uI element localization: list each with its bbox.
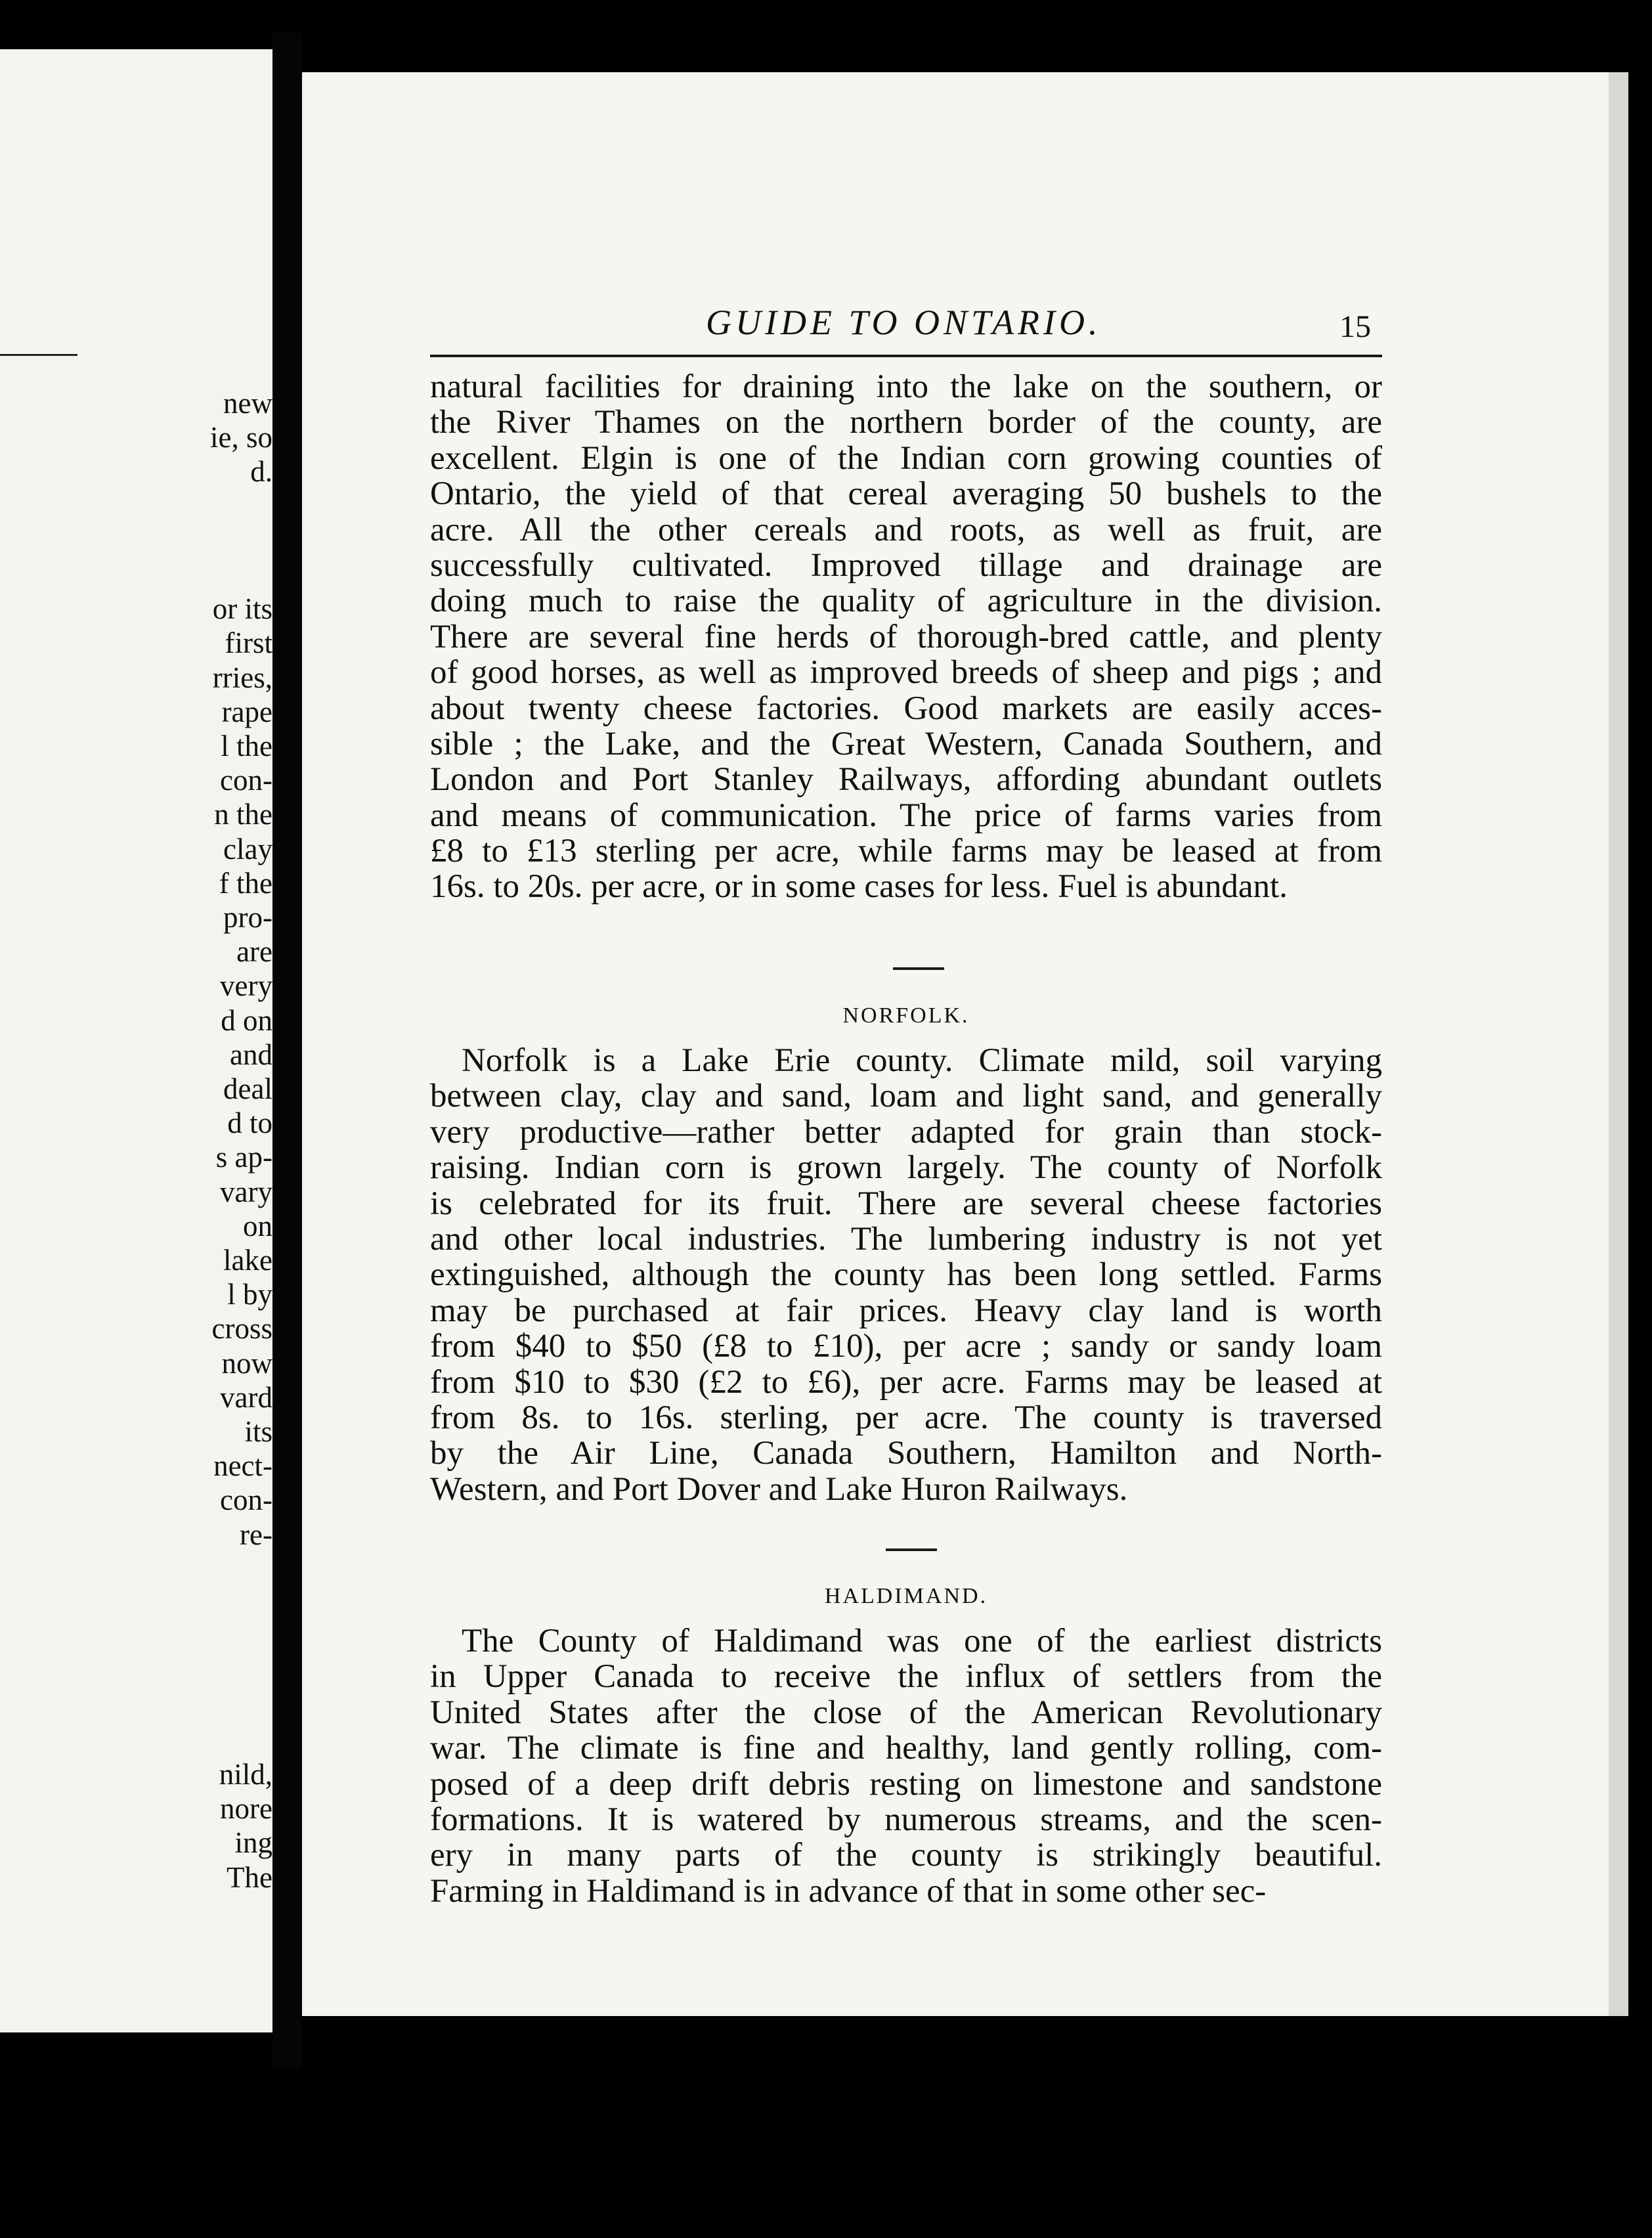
text-line: from $40 to $50 (£8 to £10), per acre ; sandy or sandy loam xyxy=(430,1328,1382,1365)
left-page-line: f the xyxy=(219,866,272,900)
left-page-line: deal xyxy=(223,1072,272,1105)
left-page-line: d on xyxy=(221,1003,272,1037)
text-line: sible ; the Lake, and the Great Western, Canada Southern, and xyxy=(430,726,1382,762)
text-line: 16s. to 20s. per acre, or in some cases for less. Fuel is abundant. xyxy=(430,869,1288,905)
left-page-line: l by xyxy=(227,1278,272,1311)
left-page-line: are xyxy=(236,935,272,969)
text-line: successfully cultivated. Improved tillage and drainage are xyxy=(430,547,1382,584)
text-line: the River Thames on the northern border of the county, are xyxy=(430,405,1382,441)
text-line: and means of communication. The price of farms varies from xyxy=(430,797,1382,834)
left-page-line: nore xyxy=(220,1792,272,1826)
left-page-line: on xyxy=(243,1209,272,1242)
text-line: from $10 to $30 (£2 to £6), per acre. Farms may be leased at xyxy=(430,1364,1382,1400)
page-number: 15 xyxy=(1339,309,1371,344)
left-page-line: very xyxy=(220,969,272,1003)
text-line: London and Port Stanley Railways, affording abundant outlets xyxy=(430,762,1382,798)
text-line: Western, and Port Dover and Lake Huron Railways. xyxy=(430,1471,1128,1508)
left-page-line: pro- xyxy=(223,901,272,934)
text-line: The County of Haldimand was one of the earliest districts xyxy=(462,1623,1382,1659)
text-line: from 8s. to 16s. sterling, per acre. The county is traversed xyxy=(430,1399,1382,1436)
running-title: GUIDE TO ONTARIO. xyxy=(706,303,1102,342)
left-page-line: cross xyxy=(211,1312,272,1346)
left-page-line: vary xyxy=(220,1175,272,1208)
left-page-line: now xyxy=(221,1346,272,1380)
left-page-line: l the xyxy=(221,730,272,762)
left-page-line: vard xyxy=(220,1380,272,1414)
text-line: in Upper Canada to receive the influx of settlers from the xyxy=(430,1659,1382,1695)
text-line: Norfolk is a Lake Erie county. Climate mild, soil varying xyxy=(462,1043,1382,1079)
haldimand-paragraph xyxy=(430,1623,1382,1909)
text-line: ery in many parts of the county is strikingly beautiful. xyxy=(430,1837,1382,1874)
text-line: natural facilities for draining into the lake on the southern, or xyxy=(430,369,1382,405)
header-rule xyxy=(430,355,1382,357)
left-page-line: first xyxy=(225,626,272,660)
left-page-line: con- xyxy=(220,1483,272,1517)
norfolk-paragraph xyxy=(430,1043,1382,1507)
left-page-line: s ap- xyxy=(215,1141,272,1174)
text-line: war. The climate is fine and healthy, land gently rolling, com- xyxy=(430,1730,1382,1766)
text-line: and other local industries. The lumbering industry is not yet xyxy=(430,1221,1382,1258)
left-page-line: its xyxy=(244,1415,272,1448)
section-divider xyxy=(886,1548,937,1551)
text-line: posed of a deep drift debris resting on limestone and sandstone xyxy=(430,1766,1382,1802)
text-line: excellent. Elgin is one of the Indian corn growing counties of xyxy=(430,440,1382,477)
text-line: raising. Indian corn is grown largely. The county of Norfolk xyxy=(430,1150,1382,1186)
left-page-line: clay xyxy=(223,832,272,866)
left-page-line: d. xyxy=(250,455,272,489)
text-line: £8 to £13 sterling per acre, while farms may be leased at from xyxy=(430,833,1382,869)
left-page-line: or its xyxy=(212,592,272,626)
text-line: between clay, clay and sand, loam and light sand, and generally xyxy=(430,1078,1382,1114)
text-line: of good horses, as well as improved breeds of sheep and pigs ; and xyxy=(430,655,1382,691)
left-page-line: con- xyxy=(220,764,272,797)
left-page-line: ie, so xyxy=(210,421,272,454)
paragraph-lines xyxy=(430,1623,1382,1909)
left-page-line: nect- xyxy=(213,1449,272,1483)
left-page-line: rape xyxy=(221,695,272,728)
left-page-line: re- xyxy=(240,1518,272,1551)
text-line: United States after the close of the American Revolutionary xyxy=(430,1694,1382,1731)
left-page-line: and xyxy=(230,1038,272,1071)
running-head xyxy=(302,302,1609,348)
left-page-line: d to xyxy=(227,1107,272,1140)
elgin-continuation-paragraph xyxy=(430,369,1382,905)
left-page-line: n the xyxy=(214,798,272,831)
text-line: may be purchased at fair prices. Heavy clay land is worth xyxy=(430,1292,1382,1329)
text-line: acre. All the other cereals and roots, as well as fruit, are xyxy=(430,512,1382,548)
left-page-line: nild, xyxy=(219,1758,272,1791)
section-heading-norfolk: NORFOLK. xyxy=(842,1003,970,1028)
text-line: by the Air Line, Canada Southern, Hamilton and North- xyxy=(430,1436,1382,1472)
text-line: about twenty cheese factories. Good markets are easily acces- xyxy=(430,690,1382,726)
text-line: is celebrated for its fruit. There are several cheese factories xyxy=(430,1185,1382,1221)
paragraph-lines xyxy=(430,369,1382,905)
section-heading-haldimand: HALDIMAND. xyxy=(824,1584,988,1608)
left-page-line: new xyxy=(223,387,272,420)
text-line: formations. It is watered by numerous streams, and the scen- xyxy=(430,1801,1382,1838)
text-line: doing much to raise the quality of agriculture in the division. xyxy=(430,583,1382,619)
text-line: Farming in Haldimand is in advance of that in some other sec- xyxy=(430,1873,1267,1910)
text-line: extinguished, although the county has been long settled. Farms xyxy=(430,1257,1382,1293)
text-line: very productive—rather better adapted for grain than stock- xyxy=(430,1114,1382,1151)
left-page-fragment xyxy=(0,49,272,2032)
page-gutter xyxy=(272,33,302,2069)
left-page-line: The xyxy=(227,1860,272,1894)
left-page-line: ing xyxy=(234,1826,272,1860)
paragraph-lines xyxy=(430,1043,1382,1507)
text-line: Ontario, the yield of that cereal averaging 50 bushels to the xyxy=(430,476,1382,512)
page xyxy=(302,72,1628,2016)
left-page-line: lake xyxy=(223,1244,272,1277)
left-page-line: rries, xyxy=(212,661,272,694)
left-page-rule xyxy=(0,354,77,356)
text-line: There are several fine herds of thorough-bred cattle, and plenty xyxy=(430,619,1382,655)
section-divider xyxy=(893,967,944,970)
